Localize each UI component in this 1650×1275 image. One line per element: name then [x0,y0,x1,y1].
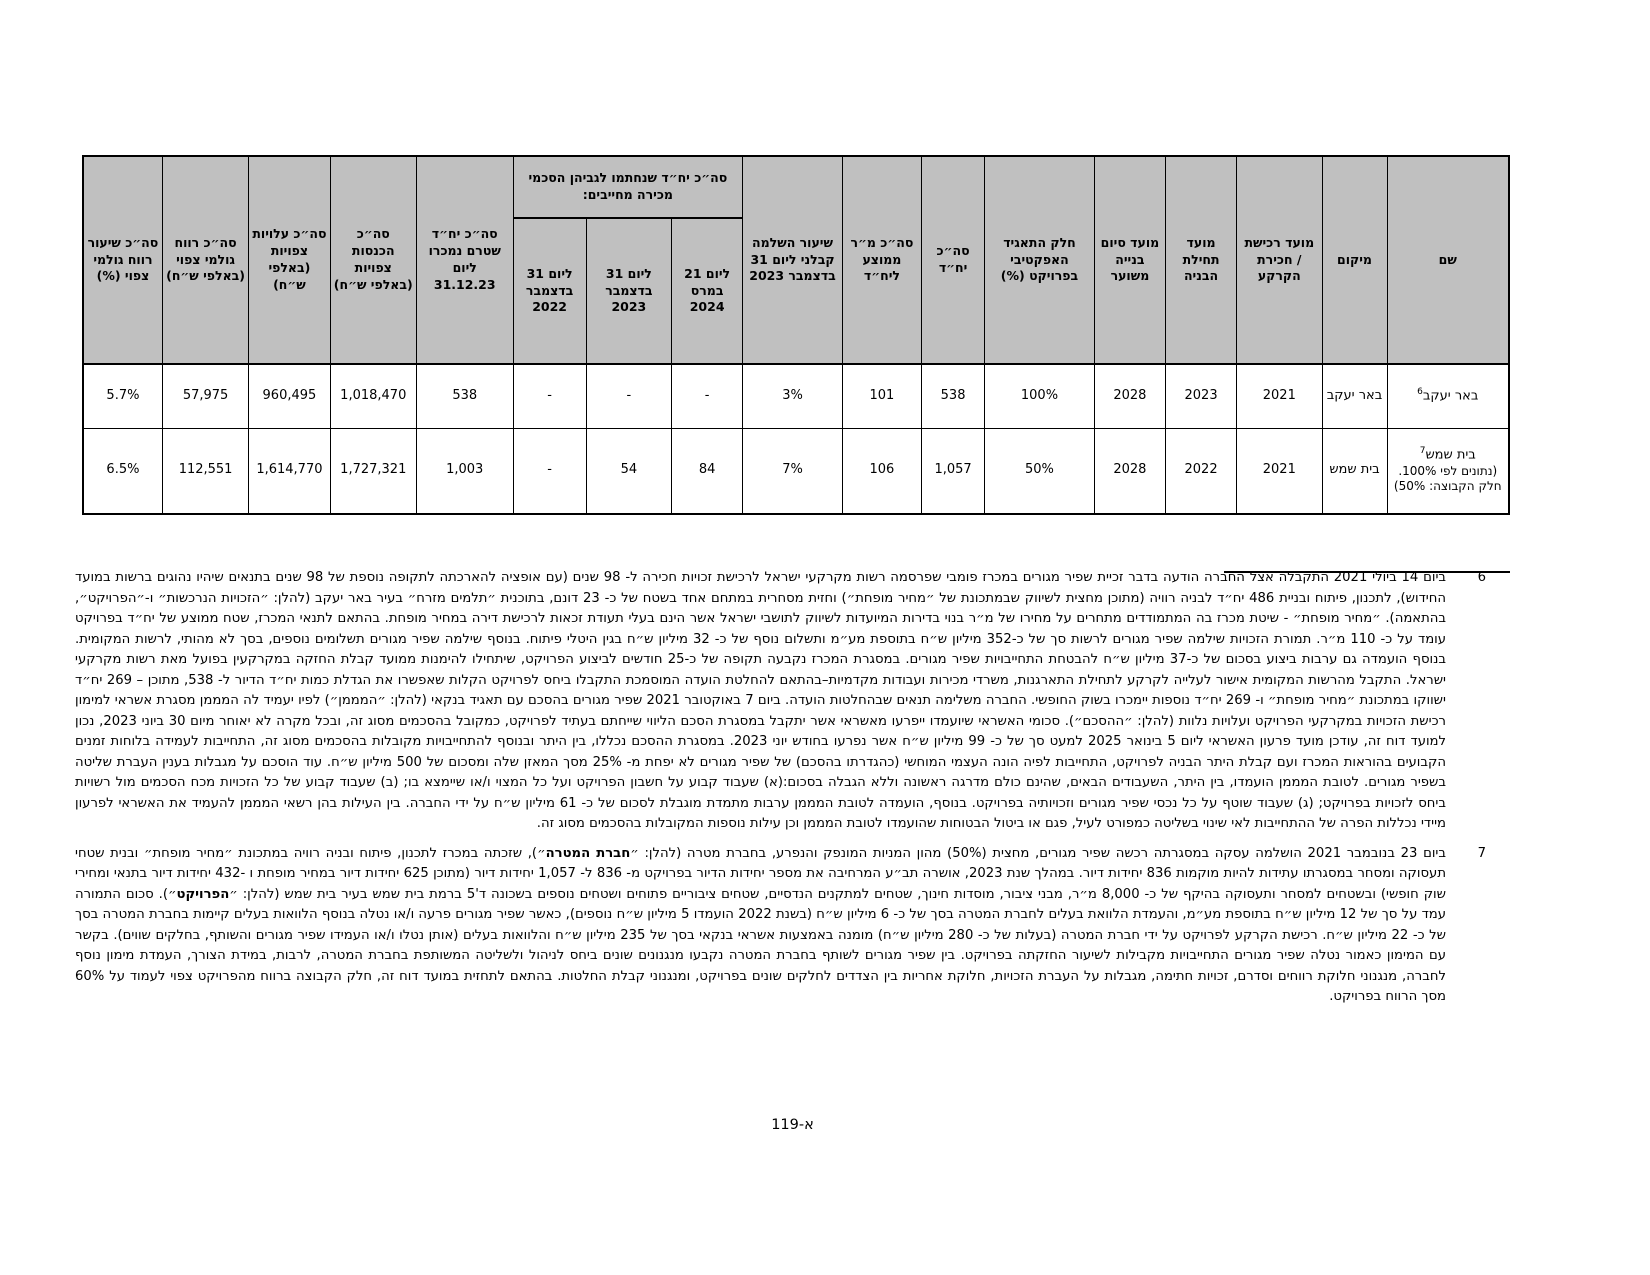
col-header-signed-mar-2024: ליום 21 במרס 2024 [672,218,743,364]
cell-expected-revenue: 1,018,470 [330,364,416,428]
cell-total-units: 538 [922,364,985,428]
cell-project-name [1387,364,1509,428]
cell-construction-end: 2028 [1094,364,1165,428]
cell-effective-share: 50% [985,428,1095,514]
col-header-avg-sqm: סה״כ מ״ר ממוצע ליח״ד [842,156,921,364]
cell-land-acquired: 2021 [1237,428,1322,514]
footnote-text-segment: ביום 23 בנובמבר 2021 הושלמה עסקה במסגרתה רכשה שפיר מגורים, מחצית (50%) מהון המניות המונפק והנפרע, בחברת מטרה (להלן: ״ [630,845,1447,861]
cell-construction-start: 2022 [1165,428,1236,514]
footnote-text-segment: ״), שזכתה במכרז לתכנון, פיתוח ובניה רוויה במתכונת ״מחיר מופחת״ ובנית שטחי תעסוקה ומסחר במסגרתו עתידות להיות מוקמות 836 יחידות דיור. במהלך שנת 2023, אושרה תב״ע המרחיבה את מספר יחידות הדיור בפרויקט מ- 836 ל- 1,057 יחידות דיור (מתוכן 625 יחידות דיור במחיר מופחת ו -432 יחידות דיור בתנאי ומחירי שוק חופשי) ובשטחים למסחר ותעסוקה בהיקף של כ- 8,000 מ״ר, מבני ציבור, מוסדות חינוך, שטחים למתקנים הנדסיים, שטחים ציבוריים פתוחים ושטחים נוספים בשכונה ד'5 ברמת בית שמש בעיר בית שמש (להלן: ״ [75,845,1446,902]
footnote-number: 6 [1477,570,1486,585]
cell-expected-gross-margin: 6.5% [83,428,162,514]
col-header-completion-rate: שיעור השלמה קבלני ליום 31 בדצמבר 2023 [743,156,843,364]
col-header-name: שם [1387,156,1509,364]
col-header-expected-gross-profit: סה״כ רווח גולמי צפוי (באלפי ש״ח) [162,156,248,364]
cell-avg-sqm: 106 [842,428,921,514]
cell-unsold-units: 538 [416,364,513,428]
col-header-effective-share: חלק התאגיד האפקטיבי בפרויקט (%) [985,156,1095,364]
cell-signed-dec-2022: - [513,364,586,428]
cell-expected-gross-profit: 112,551 [162,428,248,514]
footnote [75,844,1510,1008]
cell-location: בית שמש [1322,428,1387,514]
project-name: באר יעקב [1422,387,1479,403]
col-header-unsold-units: סה״כ יח״ד שטרם נמכרו ליום 31.12.23 [416,156,513,364]
footnote [75,568,1510,835]
cell-effective-share: 100% [985,364,1095,428]
cell-completion-rate: 3% [743,364,843,428]
footnote-number: 7 [1477,845,1486,861]
cell-signed-dec-2023: - [586,364,671,428]
col-header-signed-dec-2022: ליום 31 בדצמבר 2022 [513,218,586,364]
cell-completion-rate: 7% [743,428,843,514]
cell-total-units: 1,057 [922,428,985,514]
cell-land-acquired: 2021 [1237,364,1322,428]
col-group-header-signed-units: סה״כ יח״ד שנחתמו לגביהן הסכמי מכירה מחייבים: [513,156,743,218]
projects-table [82,155,1510,515]
col-header-location: מיקום [1322,156,1387,364]
footnote-text [75,846,1446,1005]
cell-unsold-units: 1,003 [416,428,513,514]
col-header-expected-revenue: סה״כ הכנסות צפויות (באלפי ש״ח) [330,156,416,364]
footnote-ref: 7 [1419,445,1426,456]
cell-signed-dec-2022: - [513,428,586,514]
footnotes-section [75,568,1510,1008]
cell-expected-revenue: 1,727,321 [330,428,416,514]
footnote-bold-term: חברת המטרה [545,845,631,861]
col-header-signed-dec-2023: ליום 31 בדצמבר 2023 [586,218,671,364]
col-header-expected-gross-margin: סה״כ שיעור רווח גולמי צפוי (%) [83,156,162,364]
cell-construction-end: 2028 [1094,428,1165,514]
footnote-text-segment: ״). סכום התמורה עמד על סך של 12 מיליון ש״ח בתוספת מע״מ, והעמדת הלוואת בעלים לחברת המטרה בסך של כ- 6 מיליון ש״ח (בשנת 2022 הועמדו 5 מיליון ש״ח נוספים), כאשר שפיר מגורים פרעה ו/או נטלה בנוסף הלוואות בעלים קיימות בחברת המטרה בסך של כ- 22 מיליון ש״ח. רכישת הקרקע לפרויקט על ידי חברת המטרה (בעלות של כ- 280 מיליון ש״ח) מומנה באמצעות אשראי בנקאי בסך של 235 מיליון ש״ח והלוואות בעלים (אותן נטלו ו/או העמידו שפיר מגורים והשותף, בחלקים שווים). בקשר עם המימון כאמור נטלה שפיר מגורים התחייבויות מקבילות לשיעור החזקתה בפרויקט. בין שפיר מגורים לשותף בחברת המטרה נקבעו מנגנונים שונים ביחס לניהול ולשליטה המשותפת בחברת המטרה, לרבות, במידת הצורך, העמדת מימון נוסף לחברה, מנגנוני חלוקת רווחים וסדרם, זכויות חתימה, מגבלות על העברת הזכויות, חלוקת אחריות בין הצדדים לחלקים שונים בפרויקט, ומנגנוני קבלת החלטות. בהתאם לתחזית במועד דוח זה, חלק הקבוצה ברווח מהפרויקט צפוי לעמוד על 60% מסך הרווח בפרויקט. [75,886,1446,1004]
footnote-text [75,570,1446,831]
cell-signed-mar-2024: 84 [672,428,743,514]
table-row [83,364,1509,428]
cell-expected-gross-profit: 57,975 [162,364,248,428]
table-row [83,428,1509,514]
cell-construction-start: 2023 [1165,364,1236,428]
page-number: א-119 [771,1117,814,1133]
cell-expected-gross-margin: 5.7% [83,364,162,428]
cell-expected-costs: 960,495 [249,364,330,428]
cell-signed-dec-2023: 54 [586,428,671,514]
project-name-note: (נתונים לפי 100%. חלק הקבוצה: 50%) [1393,463,1502,494]
col-header-land-acquired: מועד רכישת / חכירת הקרקע [1237,156,1322,364]
project-name: בית שמש [1425,446,1476,462]
col-header-expected-costs: סה״כ עלויות צפויות (באלפי ש״ח) [249,156,330,364]
footnote-ref: 6 [1417,386,1423,397]
footnote-text-segment: ביום 14 ביולי 2021 התקבלה אצל החברה הודעה בדבר זכיית שפיר מגורים במכרז פומבי שפרסמה רשות מקרקעי ישראל לרכישת זכויות חכירה ל- 98 שנים (עם אופציה להארכתה לתקופה נוספת של 98 שנים בתנאים שיהיו נהוגים ברשות במועד החידוש), לתכנון, פיתוח ובניית 486 יח״ד לבניה רוויה (מתוכן מחצית לשיווק שבמתכונת של ״מחיר מופחת״) וחזית מסחרית במתחם אחד בשטח של כ- 23 דונם, בתוכנית ״תלמים מזרח״ בעיר באר יעקב (להלן: ״הזכויות הנרכשות״ ו-״הפרויקט״, בהתאמה). ״מחיר מופחת״ - שיטת מכרז בה המתמודדים מתחרים על מחירו של מ״ר בנוי בדירות המיועדות לשיווק לתושבי ישראל אשר הינם בעלי תעודת זכאות לרכישת דירה במחיר מופחת. בהתאם לתנאי המכרז, שטח ממוצע של יח״ד בפרויקט עומד על כ- 110 מ״ר. תמורת הזכויות שילמה שפיר מגורים לרשות סך של כ-352 מיליון ש״ח בתוספת מע״מ ותשלום נוסף של כ- 32 מיליון ש״ח בגין היטלי פיתוח. בנוסף שילמה שפיר מגורים תשלומים נוספים, בסך לא מהותי, לרשות המקומית. בנוסף הועמדה גם ערבות ביצוע בסכום של כ-37 מיליון ש״ח להבטחת התחייבויות שפיר מגורים. במסגרת המכרז נקבעה תקופה של כ-25 חודשים לביצוע הפרויקט, שיתחילו להימנות ממועד קבלת החזקה במקרקעין בפועל מאת רשות מקרקעי ישראל. התקבל מהרשות המקומית אישור לעלייה לקרקע לתחילת התארגנות, משרדי מכירות ועבודות מקדמיות–בהתאם להחלטת הועדה המוסמכת התקבלו ביחס לפרויקט הקלות שאפשרו את הגדלת כמות יח״ד הדיור ל- 538, מתוכן – 269 יח״ד ישווקו במתכונת ״מחיר מופחת״ ו- 269 יח״ד נוספות יימכרו בשוק החופשי. החברה משלימה תנאים שבהחלטות הועדה. ביום 7 באוקטובר 2021 שפיר מגורים בהסכם עם תאגיד בנקאי (להלן: ״המממן״) לפיו יעמיד לה המממן מסגרת אשראי למימון רכישת הזכויות במקרקעי הפרויקט ועלויות נלוות (להלן: ״ההסכם״). סכומי האשראי שיועמדו ייפרעו מאשראי אשר יתקבל במסגרת הסכם הליווי שייחתם בעתיד לפרויקט, כמקובל בהסכמים מסוג זה, ובכל מקרה לא יאוחר מיום 30 ביוני 2023, נכון למועד דוח זה, עודכן מועד פרעון האשראי ליום 5 בינואר 2025 למעט סך של כ- 99 מיליון ש״ח אשר נפרעו בחודש יוני 2023. במסגרת ההסכם נכללו, בין היתר ובנוסף להתחייבויות מקובלות בהסכמים מסוג זה, התחייבות לעמידה בלוחות זמנים הקבועים בהוראות המכרז ועם קבלת היתר הבניה לפרויקט, התחייבות לפיה הונה העצמי המוחשי (כהגדרתו בהסכם) של שפיר מגורים לא יפחת מ- 25% מסך המאזן שלה ומסכום של 500 מיליון ש״ח. עוד הוסכם על מגבלות בענין העברת שליטה בשפיר מגורים. לטובת המממן הועמדו, בין היתר, השעבודים הבאים, שהינם כולם מדרגה ראשונה וללא הגבלה בסכום:(א) שעבוד קבוע על חשבון הפרויקט ועל כל המצוי ו/או שיימצא בו; (ב) שעבוד קבוע של כל הזכויות מכח הסכמים מול רשויות ביחס לזכויות בפרויקט; (ג) שעבוד שוטף על כל נכסי שפיר מגורים וזכויותיה בפרויקט. בנוסף, הועמדה לטובת המממן ערבות מתמדת מוגבלת לסכום של כ- 61 מיליון ש״ח על ידי החברה. בין העילות בהן רשאי המממן להעמיד את האשראי לפרעון מיידי נכללות הפרה של ההתחייבות לאי שינוי בשליטה כמפורט לעיל, פגם או ביטול הבטוחות שהועמדו לטובת המממן וכן עילות נוספות המקובלות בהסכמים מסוג זה. [75,570,1447,831]
cell-project-name [1387,428,1509,514]
cell-expected-costs: 1,614,770 [249,428,330,514]
col-header-construction-start: מועד תחילת הבניה [1165,156,1236,364]
footnote-bold-term: הפרויקט [176,886,230,902]
cell-avg-sqm: 101 [842,364,921,428]
col-header-total-units: סה״כ יח״ד [922,156,985,364]
cell-signed-mar-2024: - [672,364,743,428]
cell-location: באר יעקב [1322,364,1387,428]
col-header-construction-end: מועד סיום בנייה משוער [1094,156,1165,364]
